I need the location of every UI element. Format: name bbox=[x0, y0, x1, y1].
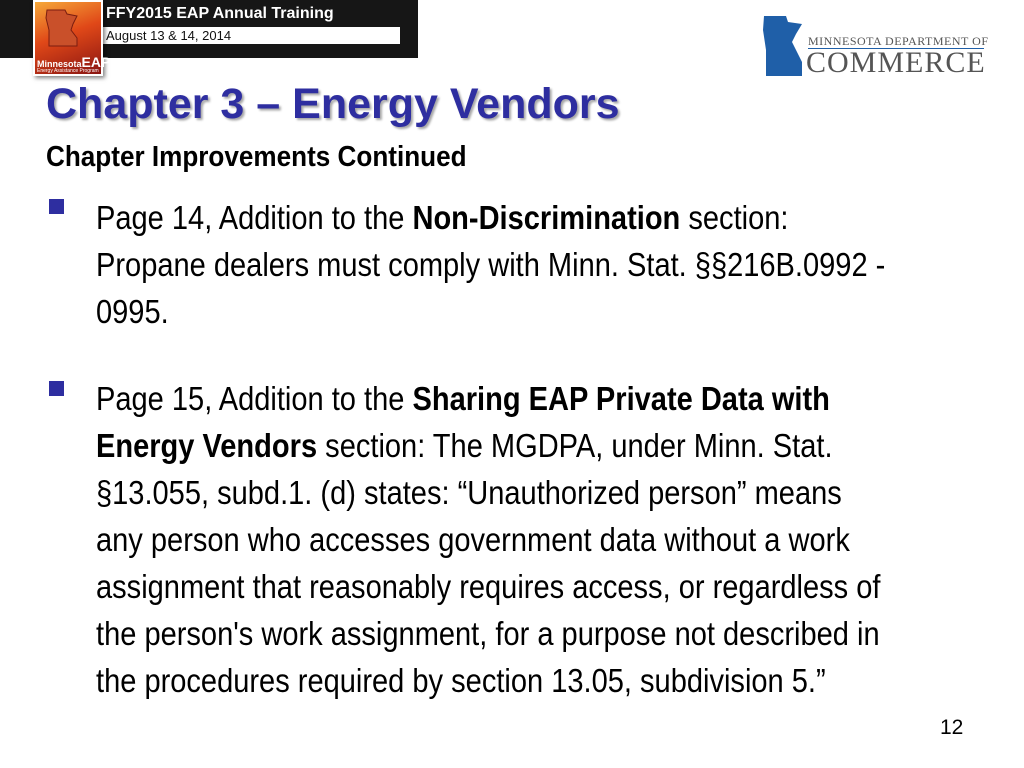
minnesota-commerce-icon bbox=[762, 14, 808, 78]
bullet-item: Page 14, Addition to the Non-Discrimination section: Propane dealers must comply with Minn. Stat. §§216B.0992 - 0995. bbox=[96, 199, 886, 330]
eap-logo-text: MinnesotaEAP bbox=[37, 54, 111, 70]
commerce-dept-text: MINNESOTA DEPARTMENT OF bbox=[808, 34, 989, 48]
slide-title: Chapter 3 – Energy Vendors bbox=[46, 80, 620, 128]
bullet-square-icon bbox=[49, 199, 64, 214]
bullet-square-icon bbox=[49, 381, 64, 396]
banner-date: August 13 & 14, 2014 bbox=[102, 27, 400, 44]
bullet-item: Page 15, Addition to the Sharing EAP Private Data with Energy Vendors section: The MGDPA, under Minn. Stat. §13.055, subd.1. (d) states: “Unauthorized person” means any person who accesses government data without a work assignment that reasonably requires access, or regardless of the person's work assignment, for a purpose not described in the procedures required by section 13.05, subdivision 5.” bbox=[96, 380, 881, 699]
minnesota-state-icon bbox=[43, 8, 83, 48]
eap-logo-subtext: Energy Assistance Program bbox=[37, 68, 99, 74]
minnesota-eap-logo bbox=[33, 0, 111, 76]
slide-subtitle: Chapter Improvements Continued bbox=[46, 141, 467, 173]
commerce-name-text: COMMERCE bbox=[806, 46, 986, 79]
page-number: 12 bbox=[940, 716, 964, 739]
banner-title: FFY2015 EAP Annual Training bbox=[106, 5, 334, 22]
